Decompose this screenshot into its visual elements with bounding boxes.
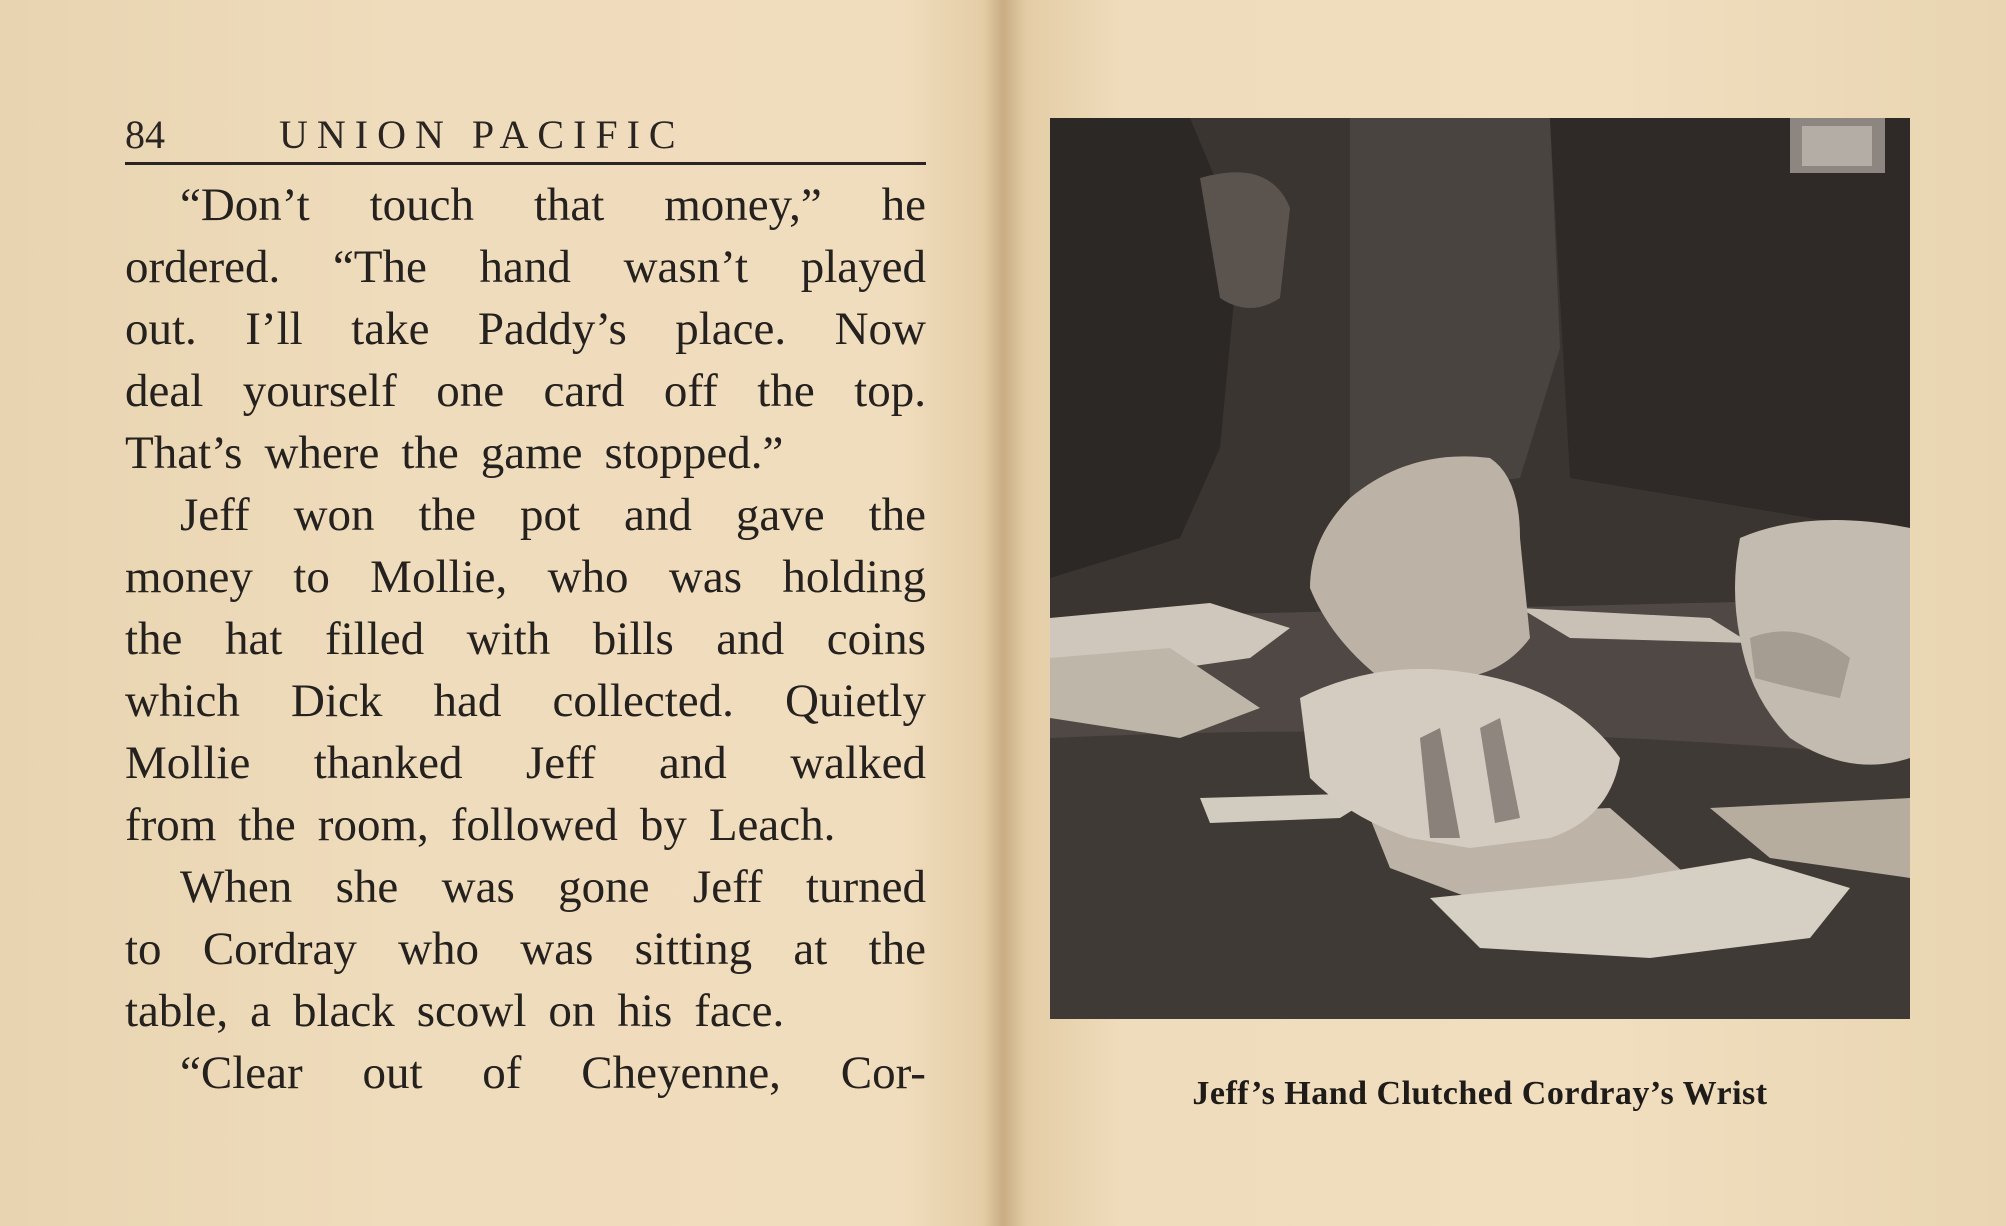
word: Quietly xyxy=(785,675,926,727)
word: money xyxy=(125,551,253,603)
running-head xyxy=(125,108,926,165)
word: one xyxy=(436,365,505,417)
word: had xyxy=(433,675,502,727)
word: won xyxy=(293,489,375,541)
word: I’ll xyxy=(245,303,303,355)
word: When xyxy=(180,861,293,913)
text-line xyxy=(125,484,926,546)
word: place. xyxy=(675,303,787,355)
word: to xyxy=(125,923,162,975)
word: and xyxy=(623,489,692,541)
word: was xyxy=(668,551,742,603)
word: Mollie xyxy=(125,737,251,789)
word: on xyxy=(548,985,596,1037)
word: Dick xyxy=(291,675,383,727)
word: and xyxy=(716,613,785,665)
word: thanked xyxy=(313,737,463,789)
text-line xyxy=(125,732,926,794)
word: Cor- xyxy=(840,1047,926,1099)
word: she xyxy=(335,861,399,913)
word: Cheyenne, xyxy=(581,1047,781,1099)
word: money,” xyxy=(664,179,822,231)
word: which xyxy=(125,675,240,727)
word: ordered. xyxy=(125,241,281,293)
word: game xyxy=(480,427,583,479)
word: followed xyxy=(450,799,618,851)
text-line xyxy=(125,794,926,856)
word: “Clear xyxy=(180,1047,303,1099)
right-page xyxy=(1003,0,2006,1226)
word: who xyxy=(398,923,480,975)
word: he xyxy=(881,179,926,231)
text-line xyxy=(125,422,926,484)
text-line xyxy=(125,298,926,360)
word: wasn’t xyxy=(623,241,749,293)
word: Jeff xyxy=(692,861,763,913)
word: collected. xyxy=(552,675,734,727)
word: from xyxy=(125,799,217,851)
word: and xyxy=(658,737,727,789)
body-text xyxy=(125,174,926,1104)
word: sitting xyxy=(634,923,753,975)
word: out. xyxy=(125,303,197,355)
word: turned xyxy=(805,861,926,913)
word: to xyxy=(293,551,330,603)
word: Jeff xyxy=(180,489,250,541)
word: that xyxy=(533,179,605,231)
word: That’s xyxy=(125,427,243,479)
word: gone xyxy=(558,861,650,913)
word: at xyxy=(793,923,828,975)
word: the xyxy=(868,923,926,975)
word: his xyxy=(617,985,673,1037)
text-line xyxy=(125,1042,926,1104)
word: with xyxy=(466,613,551,665)
word: the xyxy=(757,365,815,417)
word: face. xyxy=(694,985,785,1037)
word: the xyxy=(418,489,476,541)
word: played xyxy=(800,241,926,293)
word: Paddy’s xyxy=(477,303,627,355)
page-number: 84 xyxy=(125,112,165,157)
word: was xyxy=(441,861,515,913)
text-line xyxy=(125,546,926,608)
running-title: UNION PACIFIC xyxy=(279,112,685,157)
word: room, xyxy=(317,799,429,851)
word: holding xyxy=(782,551,926,603)
word: was xyxy=(520,923,594,975)
word: the xyxy=(238,799,296,851)
word: Cordray xyxy=(202,923,357,975)
word: walked xyxy=(790,737,926,789)
word: of xyxy=(482,1047,522,1099)
word: Leach. xyxy=(708,799,836,851)
word: take xyxy=(351,303,430,355)
text-line xyxy=(125,670,926,732)
word: hand xyxy=(479,241,571,293)
word: bills xyxy=(592,613,674,665)
word: filled xyxy=(324,613,425,665)
text-line xyxy=(125,174,926,236)
photo-graphic xyxy=(1050,118,1910,1019)
word: a xyxy=(250,985,271,1037)
word: black xyxy=(292,985,395,1037)
text-line xyxy=(125,608,926,670)
text-line xyxy=(125,980,926,1042)
word: scowl xyxy=(416,985,527,1037)
word: “Don’t xyxy=(180,179,310,231)
text-line xyxy=(125,360,926,422)
word: yourself xyxy=(242,365,397,417)
word: deal xyxy=(125,365,204,417)
word: off xyxy=(663,365,718,417)
word: out xyxy=(362,1047,423,1099)
word: top. xyxy=(854,365,926,417)
word: pot xyxy=(519,489,580,541)
word: who xyxy=(547,551,629,603)
text-line xyxy=(125,918,926,980)
word: “The xyxy=(332,241,427,293)
word: the xyxy=(125,613,183,665)
illustration-photo xyxy=(1050,118,1910,1019)
text-line xyxy=(125,856,926,918)
word: Now xyxy=(834,303,926,355)
word: gave xyxy=(735,489,825,541)
word: Jeff xyxy=(525,737,596,789)
word: coins xyxy=(826,613,926,665)
word: table, xyxy=(125,985,229,1037)
word: the xyxy=(868,489,926,541)
text-line xyxy=(125,236,926,298)
photo-caption: Jeff’s Hand Clutched Cordray’s Wrist xyxy=(1192,1075,1768,1112)
word: stopped.” xyxy=(604,427,784,479)
word: hat xyxy=(224,613,283,665)
word: touch xyxy=(369,179,474,231)
word: card xyxy=(543,365,625,417)
word: where xyxy=(264,427,380,479)
word: by xyxy=(639,799,687,851)
word: the xyxy=(401,427,459,479)
word: Mollie, xyxy=(370,551,508,603)
